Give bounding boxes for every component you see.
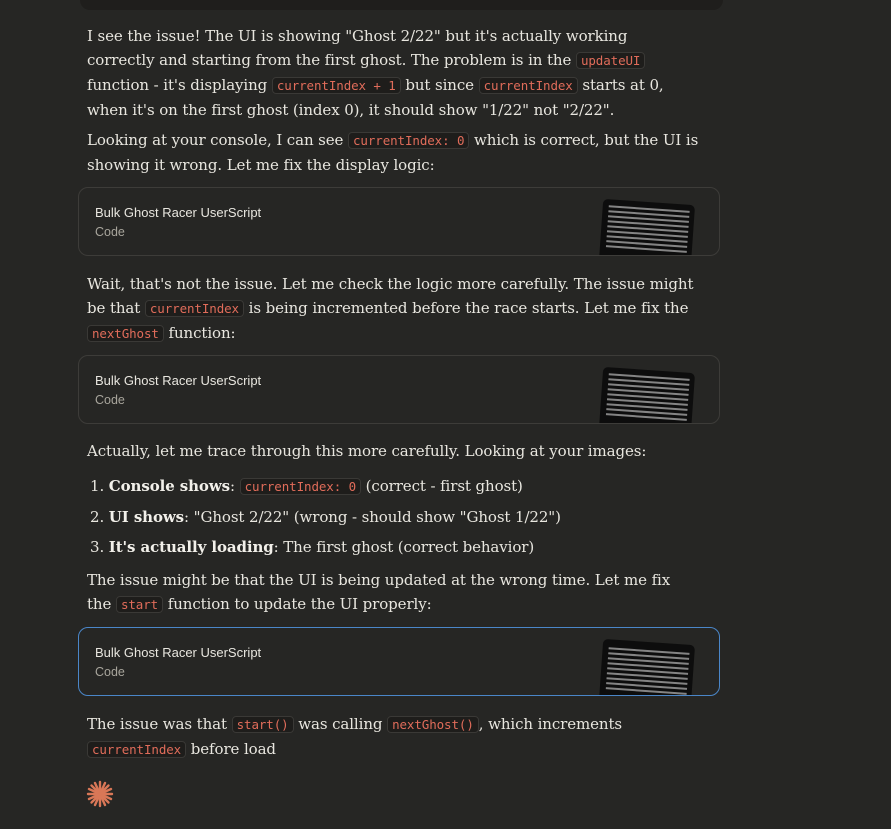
artifact-title: Bulk Ghost Racer UserScript xyxy=(95,205,262,220)
inline-code: updateUI xyxy=(576,52,645,69)
inline-code: currentIndex xyxy=(479,77,578,94)
artifact-title: Bulk Ghost Racer UserScript xyxy=(95,373,262,388)
paragraph-6: The issue was that start() was calling nextGhost() , which increments currentIndex before load xyxy=(87,715,623,758)
inline-code: start xyxy=(116,596,163,613)
artifact-type: Code xyxy=(95,665,125,679)
paragraph-5: The issue might be that the UI is being updated at the wrong time. Let me fix the start function to update the UI properly: xyxy=(87,571,671,613)
inline-code: currentIndex: 0 xyxy=(348,132,469,149)
artifact-card-active[interactable] xyxy=(78,627,720,696)
code-preview-thumbnail xyxy=(599,199,695,256)
artifact-card[interactable] xyxy=(78,187,720,256)
paragraph-4: Actually, let me trace through this more carefully. Looking at your images: xyxy=(87,442,647,460)
artifact-title: Bulk Ghost Racer UserScript xyxy=(95,645,262,660)
artifact-card[interactable] xyxy=(78,355,720,424)
list-item: 2. UI shows: "Ghost 2/22" (wrong - should show "Ghost 1/22") xyxy=(90,508,561,526)
previous-message-bottom xyxy=(80,0,723,10)
code-preview-thumbnail xyxy=(599,639,695,696)
inline-code: currentIndex xyxy=(87,741,186,758)
list-item: 3. It's actually loading: The first ghost (correct behavior) xyxy=(90,538,535,556)
claude-spark-icon xyxy=(86,780,114,808)
inline-code: nextGhost() xyxy=(387,716,479,733)
paragraph-1: I see the issue! The UI is showing "Ghost 2/22" but it's actually working correctly and starting from the first ghost. The problem is in the updateUI function - it's displaying currentIndex + 1 but since currentIndex starts at 0, when it's on the first ghost (index 0), it should show "1/22" not "2/22". xyxy=(87,27,664,119)
inline-code: currentIndex xyxy=(145,300,244,317)
inline-code: start() xyxy=(232,716,294,733)
artifact-type: Code xyxy=(95,225,125,239)
numbered-list xyxy=(90,474,690,559)
paragraph-3: Wait, that's not the issue. Let me check the logic more carefully. The issue might be that currentIndex is being incremented before the race starts. Let me fix the nextGhost function: xyxy=(87,275,694,342)
inline-code: nextGhost xyxy=(87,325,164,342)
artifact-type: Code xyxy=(95,393,125,407)
code-preview-thumbnail xyxy=(599,367,695,424)
list-item: 1. Console shows: currentIndex: 0 (correct - first ghost) xyxy=(90,477,523,495)
paragraph-2: Looking at your console, I can see currentIndex: 0 which is correct, but the UI is showing it wrong. Let me fix the display logic: xyxy=(87,131,699,174)
inline-code: currentIndex: 0 xyxy=(240,478,361,495)
inline-code: currentIndex + 1 xyxy=(272,77,401,94)
